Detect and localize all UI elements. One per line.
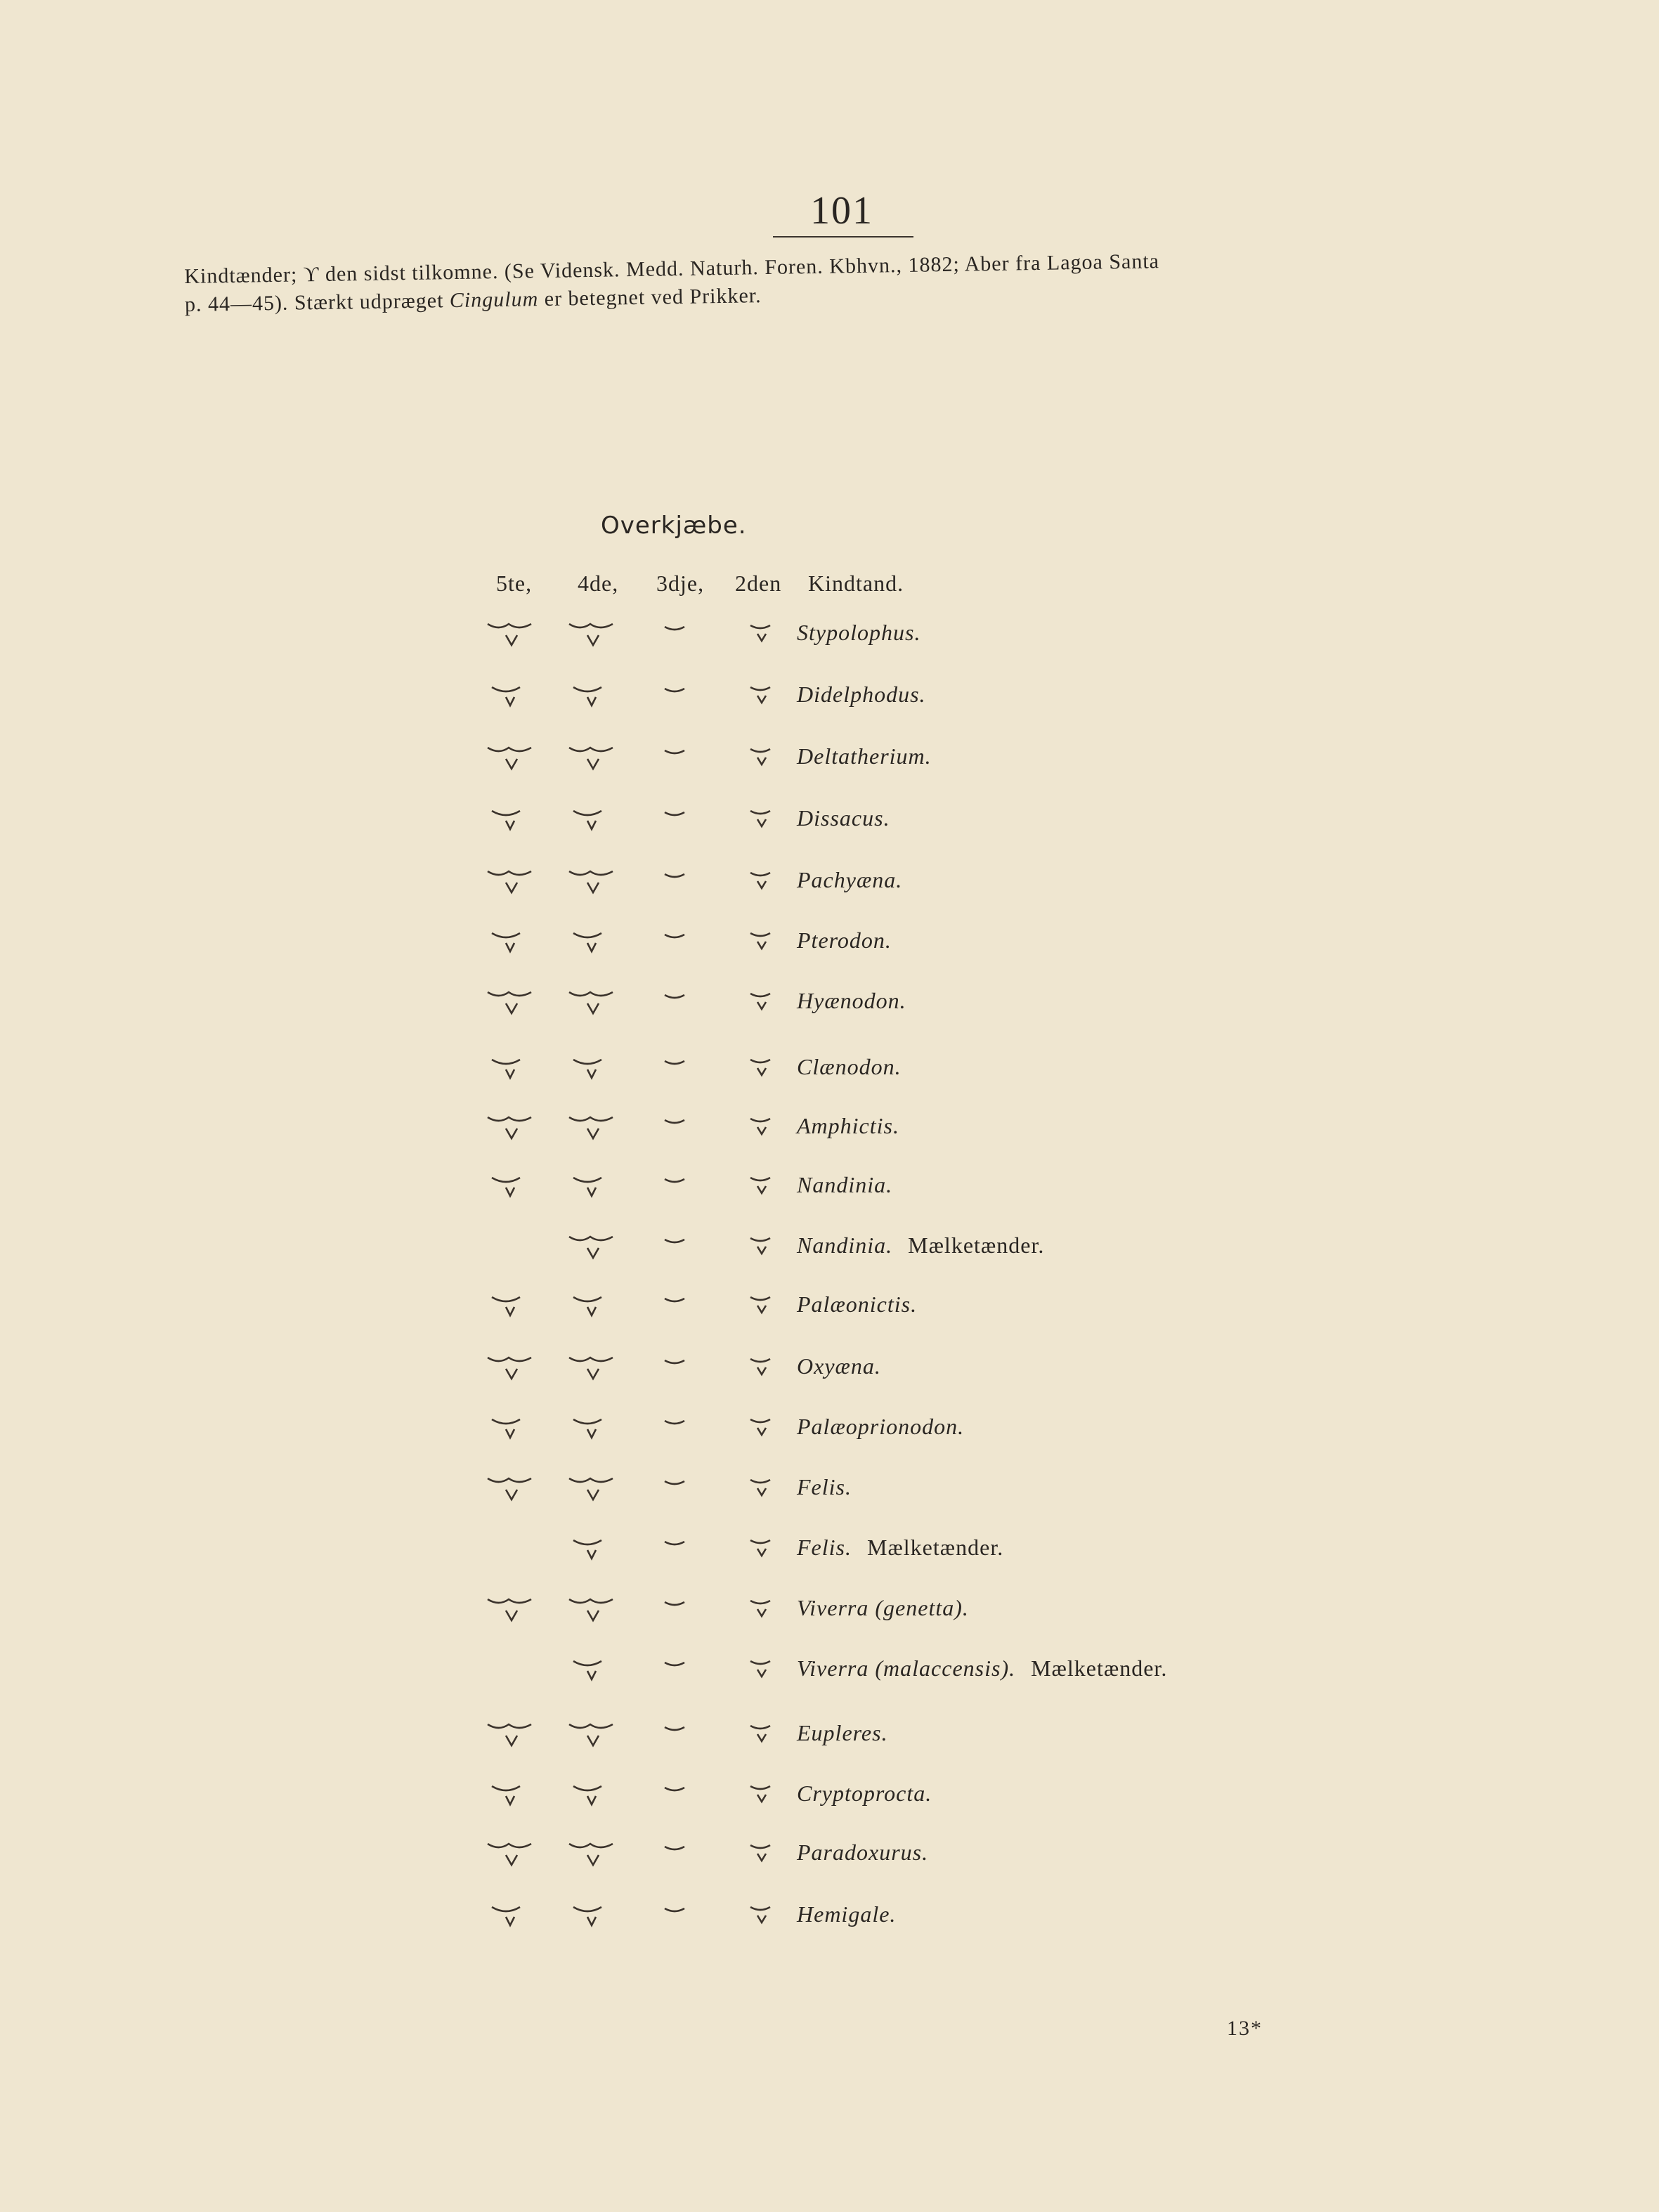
section-title: Overkjæbe. [601, 512, 747, 540]
species-name: Palæoprionodon. [797, 1414, 965, 1439]
tooth-diagram-icon [559, 1589, 637, 1641]
column-header-3dje: 3dje, [656, 571, 705, 596]
tooth-diagram-icon [729, 1348, 807, 1400]
tooth-diagram-icon [478, 1775, 555, 1827]
species-name: Clænodon. [797, 1054, 902, 1079]
species-name: Pterodon. [797, 928, 892, 953]
tooth-diagram-icon [559, 982, 637, 1034]
species-label [797, 743, 932, 769]
tooth-diagram-icon [641, 1529, 718, 1581]
intro-paragraph [184, 243, 1436, 319]
tooth-diagram-icon [478, 1896, 555, 1948]
tooth-diagram-icon [478, 738, 555, 790]
species-name: Didelphodus. [797, 682, 926, 707]
tooth-diagram-icon [729, 861, 807, 913]
page-number-rule [773, 236, 913, 238]
tooth-diagram-icon [729, 614, 807, 666]
tooth-diagram-icon [641, 800, 718, 852]
species-name: Stypolophus. [797, 620, 921, 645]
tooth-diagram-icon [641, 1650, 718, 1702]
tooth-diagram-icon [641, 1348, 718, 1400]
table-row [0, 1113, 1659, 1169]
tooth-symbol: ϒ [303, 262, 320, 287]
tooth-diagram-icon [559, 1715, 637, 1767]
tooth-diagram-icon [559, 738, 637, 790]
tooth-diagram-icon [478, 861, 555, 913]
species-name: Deltatherium. [797, 743, 932, 769]
tooth-diagram-icon [641, 1408, 718, 1460]
species-name: Felis. [797, 1474, 852, 1499]
tooth-diagram-icon [729, 738, 807, 790]
intro-line-2-start: p. 44—45). Stærkt udpræget [184, 289, 450, 316]
table-row [0, 1172, 1659, 1228]
species-name: Amphictis. [797, 1113, 899, 1138]
species-label [797, 988, 906, 1014]
tooth-diagram-icon [559, 1348, 637, 1400]
tooth-diagram-icon [478, 1107, 555, 1159]
species-name: Viverra (genetta). [797, 1595, 969, 1620]
tooth-diagram-icon [641, 922, 718, 974]
species-note: Mælketænder. [908, 1232, 1045, 1258]
tooth-diagram-icon [729, 982, 807, 1034]
species-label [797, 682, 926, 708]
tooth-diagram-icon [559, 1775, 637, 1827]
tooth-diagram-icon [729, 1775, 807, 1827]
tooth-diagram-icon [559, 1107, 637, 1159]
species-name: Eupleres. [797, 1720, 888, 1745]
species-name: Hyænodon. [797, 988, 906, 1013]
tooth-diagram-icon [729, 1529, 807, 1581]
table-row [0, 1655, 1659, 1712]
species-name: Felis. [797, 1535, 852, 1560]
species-name: Oxyæna. [797, 1353, 881, 1379]
tooth-diagram-icon [641, 1286, 718, 1338]
tooth-diagram-icon [559, 922, 637, 974]
intro-line-2-italic: Cingulum [449, 287, 539, 313]
tooth-diagram-icon [478, 800, 555, 852]
species-label [797, 1901, 896, 1927]
tooth-diagram-icon [478, 1348, 555, 1400]
species-name: Pachyæna. [797, 867, 903, 892]
tooth-diagram-icon [729, 676, 807, 728]
species-name: Paradoxurus. [797, 1840, 929, 1865]
species-label [797, 1781, 932, 1807]
species-label [797, 620, 920, 646]
tooth-diagram-icon [641, 1469, 718, 1521]
species-name: Cryptoprocta. [797, 1781, 932, 1806]
table-row [0, 620, 1659, 676]
species-label [797, 1292, 917, 1318]
species-name: Nandinia. [797, 1232, 893, 1258]
tooth-diagram-icon [641, 861, 718, 913]
column-header-5te: 5te, [496, 571, 533, 596]
tooth-diagram-icon [478, 922, 555, 974]
tooth-diagram-icon [641, 1227, 718, 1279]
intro-line-1-start: Kindtænder; [184, 263, 304, 288]
tooth-diagram-icon [559, 1469, 637, 1521]
species-label [797, 1595, 969, 1621]
column-header-4de: 4de, [578, 571, 619, 596]
table-row [0, 1414, 1659, 1470]
table-row [0, 682, 1659, 738]
table-row [0, 743, 1659, 800]
tooth-diagram-icon [729, 1589, 807, 1641]
species-label [797, 1054, 902, 1080]
species-label [797, 867, 902, 893]
intro-line-2-rest: er betegnet ved Prikker. [538, 284, 762, 311]
tooth-diagram-icon [729, 1650, 807, 1702]
signature-mark: 13* [1227, 2017, 1263, 2040]
tooth-diagram-icon [478, 1469, 555, 1521]
tooth-diagram-icon [559, 1286, 637, 1338]
tooth-diagram-icon [478, 1408, 555, 1460]
tooth-diagram-icon [641, 1166, 718, 1218]
table-row [0, 1720, 1659, 1776]
tooth-diagram-icon [641, 1896, 718, 1948]
tooth-diagram-icon [641, 1107, 718, 1159]
tooth-diagram-icon [559, 676, 637, 728]
tooth-diagram-icon [729, 1107, 807, 1159]
table-row [0, 1535, 1659, 1591]
species-label [797, 928, 892, 954]
table-row [0, 805, 1659, 861]
tooth-diagram-icon [729, 1286, 807, 1338]
species-name: Palæonictis. [797, 1292, 918, 1317]
species-label [797, 1655, 1167, 1681]
species-name: Hemigale. [797, 1901, 897, 1927]
tooth-diagram-icon [559, 1166, 637, 1218]
species-note: Mælketænder. [1031, 1655, 1168, 1681]
species-label [797, 1232, 1044, 1258]
species-label [797, 805, 890, 831]
page-number: 101 [810, 189, 873, 233]
table-row [0, 1292, 1659, 1348]
table-row [0, 1232, 1659, 1289]
table-row [0, 1901, 1659, 1958]
tooth-diagram-icon [729, 1896, 807, 1948]
tooth-diagram-icon [478, 1589, 555, 1641]
tooth-diagram-icon [478, 1286, 555, 1338]
intro-line-1-rest: den sidst tilkomne. (Se Vidensk. Medd. Naturh. Foren. Kbhvn., 1882; Aber fra Lagoa Santa [319, 249, 1160, 286]
species-label [797, 1172, 892, 1198]
column-header-2den: 2den [735, 571, 782, 596]
tooth-diagram-icon [729, 1469, 807, 1521]
tooth-diagram-icon [559, 614, 637, 666]
tooth-diagram-icon [559, 1048, 637, 1100]
tooth-diagram-icon [478, 1715, 555, 1767]
tooth-diagram-icon [729, 1048, 807, 1100]
species-label [797, 1113, 899, 1139]
species-label [797, 1840, 928, 1866]
tooth-diagram-icon [641, 676, 718, 728]
tooth-diagram-icon [641, 738, 718, 790]
tooth-diagram-icon [729, 1715, 807, 1767]
tooth-diagram-icon [478, 676, 555, 728]
tooth-diagram-icon [559, 1650, 637, 1702]
species-note: Mælketænder. [866, 1535, 1004, 1560]
species-name: Dissacus. [797, 805, 890, 831]
tooth-diagram-icon [478, 1048, 555, 1100]
tooth-diagram-icon [559, 861, 637, 913]
tooth-diagram-icon [478, 614, 555, 666]
tooth-diagram-icon [559, 1834, 637, 1886]
tooth-diagram-icon [478, 1834, 555, 1886]
tooth-diagram-icon [729, 1408, 807, 1460]
table-row [0, 867, 1659, 923]
tooth-diagram-icon [641, 982, 718, 1034]
tooth-diagram-icon [559, 1896, 637, 1948]
tooth-diagram-icon [641, 1715, 718, 1767]
species-label [797, 1353, 881, 1379]
table-row [0, 988, 1659, 1044]
tooth-diagram-icon [478, 1166, 555, 1218]
table-row [0, 1353, 1659, 1410]
table-row [0, 1595, 1659, 1651]
table-row [0, 1781, 1659, 1837]
species-label [797, 1474, 852, 1500]
tooth-diagram-icon [729, 1227, 807, 1279]
column-header-kindtand: Kindtand. [808, 571, 904, 596]
tooth-diagram-icon [641, 1048, 718, 1100]
species-name: Nandinia. [797, 1172, 893, 1197]
table-row [0, 1474, 1659, 1530]
tooth-diagram-icon [559, 1408, 637, 1460]
tooth-diagram-icon [641, 1589, 718, 1641]
tooth-diagram-icon [729, 922, 807, 974]
table-row [0, 928, 1659, 984]
tooth-diagram-icon [559, 1227, 637, 1279]
species-label [797, 1414, 964, 1440]
tooth-diagram-icon [559, 1529, 637, 1581]
tooth-diagram-icon [478, 982, 555, 1034]
tooth-diagram-icon [641, 1775, 718, 1827]
table-row [0, 1840, 1659, 1896]
tooth-diagram-icon [641, 1834, 718, 1886]
tooth-diagram-icon [641, 614, 718, 666]
species-name: Viverra (malaccensis). [797, 1655, 1016, 1681]
species-label [797, 1535, 1003, 1561]
tooth-diagram-icon [729, 1166, 807, 1218]
tooth-diagram-icon [729, 1834, 807, 1886]
species-label [797, 1720, 888, 1746]
tooth-diagram-icon [559, 800, 637, 852]
table-row [0, 1054, 1659, 1110]
tooth-diagram-icon [729, 800, 807, 852]
